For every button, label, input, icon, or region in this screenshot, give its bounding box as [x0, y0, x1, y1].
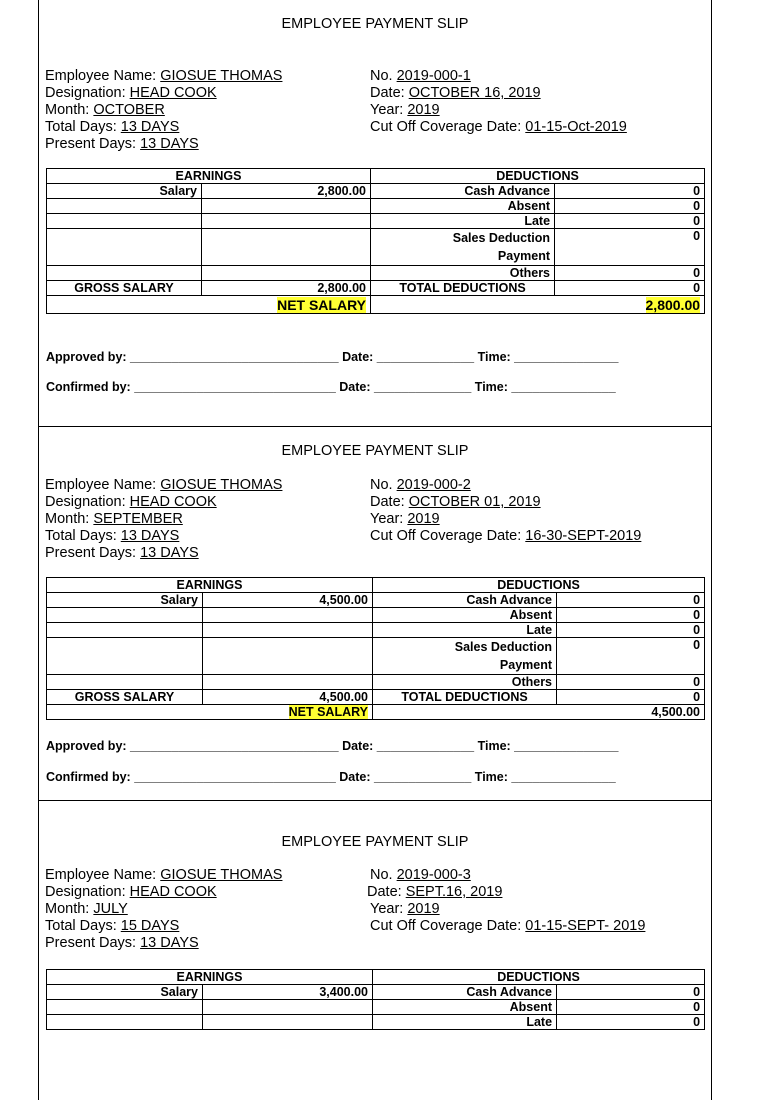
present-days-label: Present Days:: [45, 935, 137, 951]
deductions-header: DEDUCTIONS: [373, 578, 705, 593]
date-label: Date:: [367, 884, 402, 900]
slip-title: EMPLOYEE PAYMENT SLIP: [281, 16, 469, 32]
salary-value: 2,800.00: [202, 184, 371, 199]
others-value: 0: [555, 266, 705, 281]
deductions-header: DEDUCTIONS: [373, 970, 705, 985]
slip-year: 2019: [407, 102, 440, 118]
cash-advance-label: Cash Advance: [373, 985, 557, 1000]
net-salary-value: 2,800.00: [645, 296, 701, 313]
designation: HEAD COOK: [129, 85, 217, 101]
earnings-deductions-table: [46, 577, 705, 720]
approved-by-line: Approved by: ______________________________ Date: ______________ Time: _______________: [46, 350, 619, 364]
late-value: 0: [555, 214, 705, 229]
late-label: Late: [373, 623, 557, 638]
slip-date: OCTOBER 01, 2019: [408, 494, 541, 510]
month-label: Month:: [45, 511, 90, 527]
absent-label: Absent: [371, 199, 555, 214]
slip-no: 2019-000-1: [396, 68, 471, 84]
absent-value: 0: [557, 1000, 705, 1015]
total-deductions-value: 0: [557, 690, 705, 705]
cash-advance-label: Cash Advance: [373, 593, 557, 608]
confirmed-by-line: Confirmed by: _____________________________ Date: ______________ Time: _______________: [46, 770, 616, 784]
employee-name-label: Employee Name:: [45, 68, 157, 84]
salary-label: Salary: [47, 593, 203, 608]
employee-info-right: [370, 68, 627, 136]
total-deductions-value: 0: [555, 281, 705, 296]
slip-divider: [39, 426, 711, 427]
cash-advance-value: 0: [555, 184, 705, 199]
confirmed-by-line: Confirmed by: _____________________________ Date: ______________ Time: _______________: [46, 380, 616, 394]
present-days: 13 DAYS: [140, 545, 199, 561]
total-days: 15 DAYS: [120, 918, 180, 934]
cutoff-label: Cut Off Coverage Date:: [370, 528, 522, 544]
month: JULY: [93, 901, 128, 917]
earnings-header: EARNINGS: [47, 169, 371, 184]
year-label: Year:: [370, 102, 404, 118]
late-value: 0: [557, 623, 705, 638]
others-value: 0: [557, 675, 705, 690]
net-salary-label: NET SALARY: [277, 296, 367, 313]
slip-date: OCTOBER 16, 2019: [408, 85, 541, 101]
earnings-header: EARNINGS: [47, 970, 373, 985]
total-deductions-label: TOTAL DEDUCTIONS: [371, 281, 555, 296]
present-days: 13 DAYS: [140, 136, 199, 152]
deductions-header: DEDUCTIONS: [371, 169, 705, 184]
present-days-label: Present Days:: [45, 545, 137, 561]
slip-no-label: No.: [370, 68, 393, 84]
sales-deduction-label: Sales Deduction Payment: [371, 229, 555, 266]
gross-salary-label: GROSS SALARY: [47, 281, 202, 296]
salary-label: Salary: [47, 184, 202, 199]
cash-advance-value: 0: [557, 985, 705, 1000]
approved-by-line: Approved by: ______________________________ Date: ______________ Time: _______________: [46, 739, 619, 753]
employee-name-label: Employee Name:: [45, 867, 157, 883]
net-salary-label: NET SALARY: [288, 705, 369, 719]
others-label: Others: [371, 266, 555, 281]
employee-name: GIOSUE THOMAS: [160, 867, 283, 883]
payment-slips-page: [38, 0, 712, 1100]
earnings-deductions-table: [46, 168, 705, 314]
absent-value: 0: [557, 608, 705, 623]
total-deductions-label: TOTAL DEDUCTIONS: [373, 690, 557, 705]
employee-name-label: Employee Name:: [45, 477, 157, 493]
total-days-label: Total Days:: [45, 918, 117, 934]
slip-no-label: No.: [370, 477, 393, 493]
designation-label: Designation:: [45, 85, 126, 101]
absent-value: 0: [555, 199, 705, 214]
slip-year: 2019: [407, 901, 440, 917]
slip-date: SEPT.16, 2019: [405, 884, 503, 900]
present-days: 13 DAYS: [140, 935, 199, 951]
slip-title: EMPLOYEE PAYMENT SLIP: [281, 834, 469, 850]
sales-deduction-label: Sales Deduction Payment: [373, 638, 557, 675]
employee-info-left: [45, 68, 282, 153]
date-label: Date:: [370, 85, 405, 101]
date-label: Date:: [370, 494, 405, 510]
salary-value: 4,500.00: [203, 593, 373, 608]
gross-salary-label: GROSS SALARY: [47, 690, 203, 705]
cash-advance-value: 0: [557, 593, 705, 608]
earnings-deductions-table: [46, 969, 705, 1030]
net-salary-value: 4,500.00: [373, 705, 705, 720]
slip-divider: [39, 800, 711, 801]
others-label: Others: [373, 675, 557, 690]
cutoff-date: 01-15-SEPT- 2019: [525, 918, 646, 934]
month: SEPTEMBER: [93, 511, 183, 527]
cutoff-label: Cut Off Coverage Date:: [370, 918, 522, 934]
late-value: 0: [557, 1015, 705, 1030]
employee-info-left: [45, 867, 282, 952]
month: OCTOBER: [93, 102, 165, 118]
late-label: Late: [373, 1015, 557, 1030]
designation-label: Designation:: [45, 884, 126, 900]
gross-salary-value: 4,500.00: [203, 690, 373, 705]
late-label: Late: [371, 214, 555, 229]
employee-info-right: [370, 477, 641, 545]
designation: HEAD COOK: [129, 884, 217, 900]
gross-salary-value: 2,800.00: [202, 281, 371, 296]
total-days: 13 DAYS: [120, 119, 180, 135]
salary-label: Salary: [47, 985, 203, 1000]
absent-label: Absent: [373, 1000, 557, 1015]
cutoff-date: 01-15-Oct-2019: [525, 119, 627, 135]
designation: HEAD COOK: [129, 494, 217, 510]
slip-title: EMPLOYEE PAYMENT SLIP: [281, 443, 469, 459]
cutoff-date: 16-30-SEPT-2019: [525, 528, 642, 544]
designation-label: Designation:: [45, 494, 126, 510]
month-label: Month:: [45, 901, 90, 917]
total-days: 13 DAYS: [120, 528, 180, 544]
employee-name: GIOSUE THOMAS: [160, 68, 283, 84]
absent-label: Absent: [373, 608, 557, 623]
employee-name: GIOSUE THOMAS: [160, 477, 283, 493]
total-days-label: Total Days:: [45, 528, 117, 544]
sales-deduction-value: 0: [557, 638, 705, 675]
slip-year: 2019: [407, 511, 440, 527]
employee-info-right: [367, 867, 646, 935]
employee-info-left: [45, 477, 282, 562]
earnings-header: EARNINGS: [47, 578, 373, 593]
total-days-label: Total Days:: [45, 119, 117, 135]
year-label: Year:: [370, 901, 404, 917]
salary-value: 3,400.00: [203, 985, 373, 1000]
present-days-label: Present Days:: [45, 136, 137, 152]
month-label: Month:: [45, 102, 90, 118]
slip-no: 2019-000-3: [396, 867, 471, 883]
cash-advance-label: Cash Advance: [371, 184, 555, 199]
sales-deduction-value: 0: [555, 229, 705, 266]
year-label: Year:: [370, 511, 404, 527]
slip-no: 2019-000-2: [396, 477, 471, 493]
slip-no-label: No.: [370, 867, 393, 883]
cutoff-label: Cut Off Coverage Date:: [370, 119, 522, 135]
